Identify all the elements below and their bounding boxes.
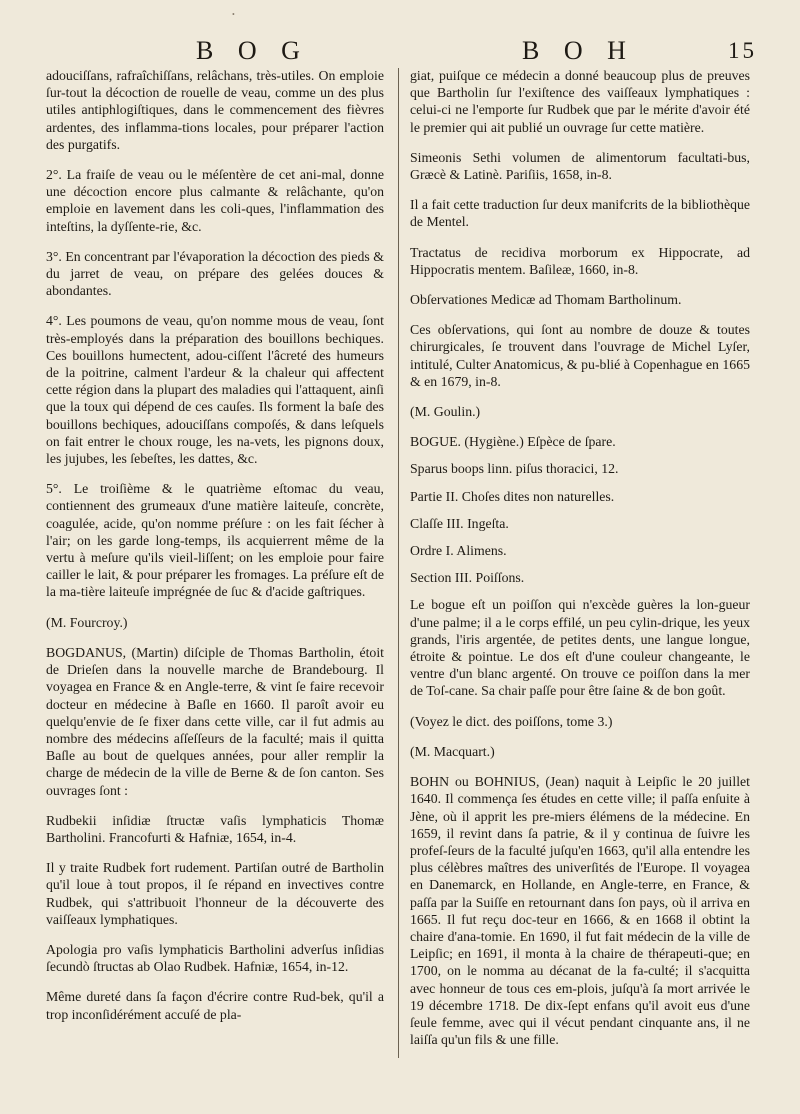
right-paragraph: Sparus boops linn. piſus thoracici, 12. — [410, 461, 619, 477]
right-running-head: B O H — [522, 36, 635, 65]
right-paragraph: Ordre I. Alimens. — [410, 543, 507, 559]
right-paragraph: Simeonis Sethi volumen de alimentorum facultati-bus, Græcè & Latinè. Pariſiis, 1658, in-8. — [410, 149, 750, 183]
right-paragraph: Section III. Poiſſons. — [410, 570, 525, 586]
left-paragraph: Même dureté dans ſa façon d'écrire contre Rud-bek, qu'il a trop inconſidérément accuſé de pla- — [46, 989, 384, 1022]
page-header — [0, 30, 800, 70]
right-paragraph: (M. Goulin.) — [410, 404, 481, 420]
left-paragraph: Rudbekii inſidiæ ſtructæ vaſis lymphaticis Thomæ Bartholini. Francofurti & Hafniæ, 1654, in-4. — [46, 812, 384, 845]
left-paragraph: 2°. La fraiſe de veau ou le méſentère de cet ani-mal, donne une décoction encore plus calmante & relâchante, qu'on emploie en lavement dans les coli-ques, l'inflammation des inteſtins, la dyſſente-rie, &c. — [46, 167, 384, 234]
printer-mark: • — [232, 10, 235, 19]
right-paragraph: BOHN ou BOHNIUS, (Jean) naquit à Leipſic le 20 juillet 1640. Il commença ſes études en cette ville; il paſſa enſuite à Jène, où il apprit les pre-miers élémens de la médecine. En 1659, il revint dans ſa patrie, & il y continua de ſuivre les profeſ-ſeurs de la faculté juſqu'en 1663, qu'il alla entendre les plus célèbres maîtres des univerſités de l'Europe. Il voyagea en Danemarck, en Hollande, en Angle-terre, en France, & paſſa par la Suiſſe en retournant dans ſon pays, où il arriva en 1665. Il fut reçu doc-teur en 1666, & en 1668 il obtint la chaire d'ana-tomie. En 1690, il fut fait médecin de la ville de Leipſic; en 1691, il monta à la chaire de thérapeuti-que; en 1700, on le nomma au décanat de la fa-culté; il s'acquitta avec honneur de tous ces em-plois, juſqu'à ſa mort arrivée le 19 décembre 1718. De dix-ſept enfans qu'il avoit eus d'une ſeule femme, avec qui il vécut pendant cinquante ans, il ne laiſſa qu'un fils & une fille. — [410, 774, 750, 1048]
right-paragraph: Ces obſervations, qui ſont au nombre de douze & toutes chirurgicales, ſe trouvent dans l'ouvrage de Michel Lyſer, intitulé, Culter Anatomicus, & pu-blié à Copenhague en 1665 & en 1679, in-8. — [410, 322, 750, 389]
right-paragraph: giat, puiſque ce médecin a donné beaucoup plus de preuves que Bartholin ſur l'exiſtence des vaiſſeaux lymphatiques : celui-ci ne l'emporte ſur Rudbek que par le mérite d'avoir été le premier qui ait publié un ouvrage ſur cette matière. — [410, 68, 750, 135]
left-paragraph: 5°. Le troiſième & le quatrième eſtomac du veau, contiennent des grumeaux d'une matière laiteuſe, concrète, coagulée, acide, qu'on nomme préſure : on les fait ſécher à l'air; on les garde long-temps, ils acquierrent même de la vertu à meſure qu'ils vieil-liſſent; on les emploie pour faire cailler le lait, & pour préparer les fromages. La préſure eſt de la ma-tière laiteuſe imprégnée de ſuc & d'acide gaſtriques. — [46, 481, 384, 600]
left-paragraph: Il y traite Rudbek fort rudement. Partiſan outré de Bartholin qu'il loue à tout propos, il ſe répand en invectives contre Rudbek, qui s'attribuoit l'honneur de la découverte des vaiſſeaux lymphatiques. — [46, 860, 384, 927]
left-paragraph: 4°. Les poumons de veau, qu'on nomme mous de veau, ſont très-employés dans la préparation des bouillons bechiques. Ces bouillons humectent, adou-ciſſent l'âcreté des humeurs de la poitrine, calment l'ardeur & la chaleur qui affectent cette région dans la plupart des maladies qui l'attaquent, ainſi que la toux qui dépend de ces cauſes. Ils forment la baſe des bouillons bechiques, adouciſſans compoſés, & dans leſquels on fait entrer le choux rouge, les na-vets, les pignons doux, les jujubes, les ſebeſtes, les dattes, &c. — [46, 313, 384, 467]
right-paragraph: BOGUE. (Hygiène.) Eſpèce de ſpare. — [410, 434, 616, 450]
right-paragraph: (M. Macquart.) — [410, 743, 495, 759]
right-column — [410, 67, 750, 1061]
left-paragraph: BOGDANUS, (Martin) diſciple de Thomas Bartholin, étoit de Drieſen dans la nouvelle marche de Brandebourg. Il voyagea en France & en Angle-terre, & vint ſe faire recevoir docteur en médecine à Baſle en 1660. Il paroît avoir eu quelqu'envie de ſe fixer dans cette ville, car il fut admis au nombre des médecins aſſeſſeurs de la faculté; mais il quitta Baſle au bout de quelques années, pour aller remplir la charge de médecin de la ville de Berne & de ſon canton. Ses ouvrages ſont : — [46, 644, 384, 798]
right-paragraph: Tractatus de recidiva morborum ex Hippocrate, ad Hippocratis mentem. Baſileæ, 1660, in-8. — [410, 244, 750, 277]
right-paragraph: (Voyez le dict. des poiſſons, tome 3.) — [410, 713, 613, 729]
right-paragraph: Partie II. Choſes dites non naturelles. — [410, 488, 615, 504]
right-paragraph: Claſſe III. Ingeſta. — [410, 515, 509, 531]
right-paragraph: Obſervationes Medicæ ad Thomam Bartholinum. — [410, 292, 682, 308]
left-running-head: B O G — [196, 36, 309, 65]
page-number: 15 — [728, 38, 757, 63]
left-paragraph: 3°. En concentrant par l'évaporation la décoction des pieds & du jarret de veau, on prépare des gelées douces & abondantes. — [46, 248, 384, 299]
right-paragraph: Le bogue eſt un poiſſon qui n'excède guères la lon-gueur d'une palme; il a le corps effilé, un peu cylin-drique, les yeux grands, l'iris argentée, de petites dents, une langue longue, étroite & pointue. Le dos eſt d'une couleur changeante, le ventre d'un blanc argenté. On trouve ce poiſſon dans la mer de Toſ-cane. Sa chair paſſe pour être ſaine & de bon goût. — [410, 597, 750, 699]
column-rule — [398, 68, 399, 1058]
left-paragraph: Apologia pro vaſis lymphaticis Bartholini adverſus inſidias ſecundò ſtructas ab Olao Rudbek. Hafniæ, 1654, in-12. — [46, 941, 384, 975]
left-paragraph: adouciſſans, rafraîchiſſans, relâchans, très-utiles. On emploie ſur-tout la décoction de rouelle de veau, comme un des plus utiles antiphlogiſtiques, dans le commencement des fièvres ardentes, des inflamma-tions locales, pour préparer l'action des purgatifs. — [46, 68, 384, 152]
right-paragraph: Il a fait cette traduction ſur deux manifcrits de la bibliothèque de Mentel. — [410, 197, 750, 230]
left-column — [46, 67, 384, 1036]
left-paragraph: (M. Fourcroy.) — [46, 614, 128, 630]
